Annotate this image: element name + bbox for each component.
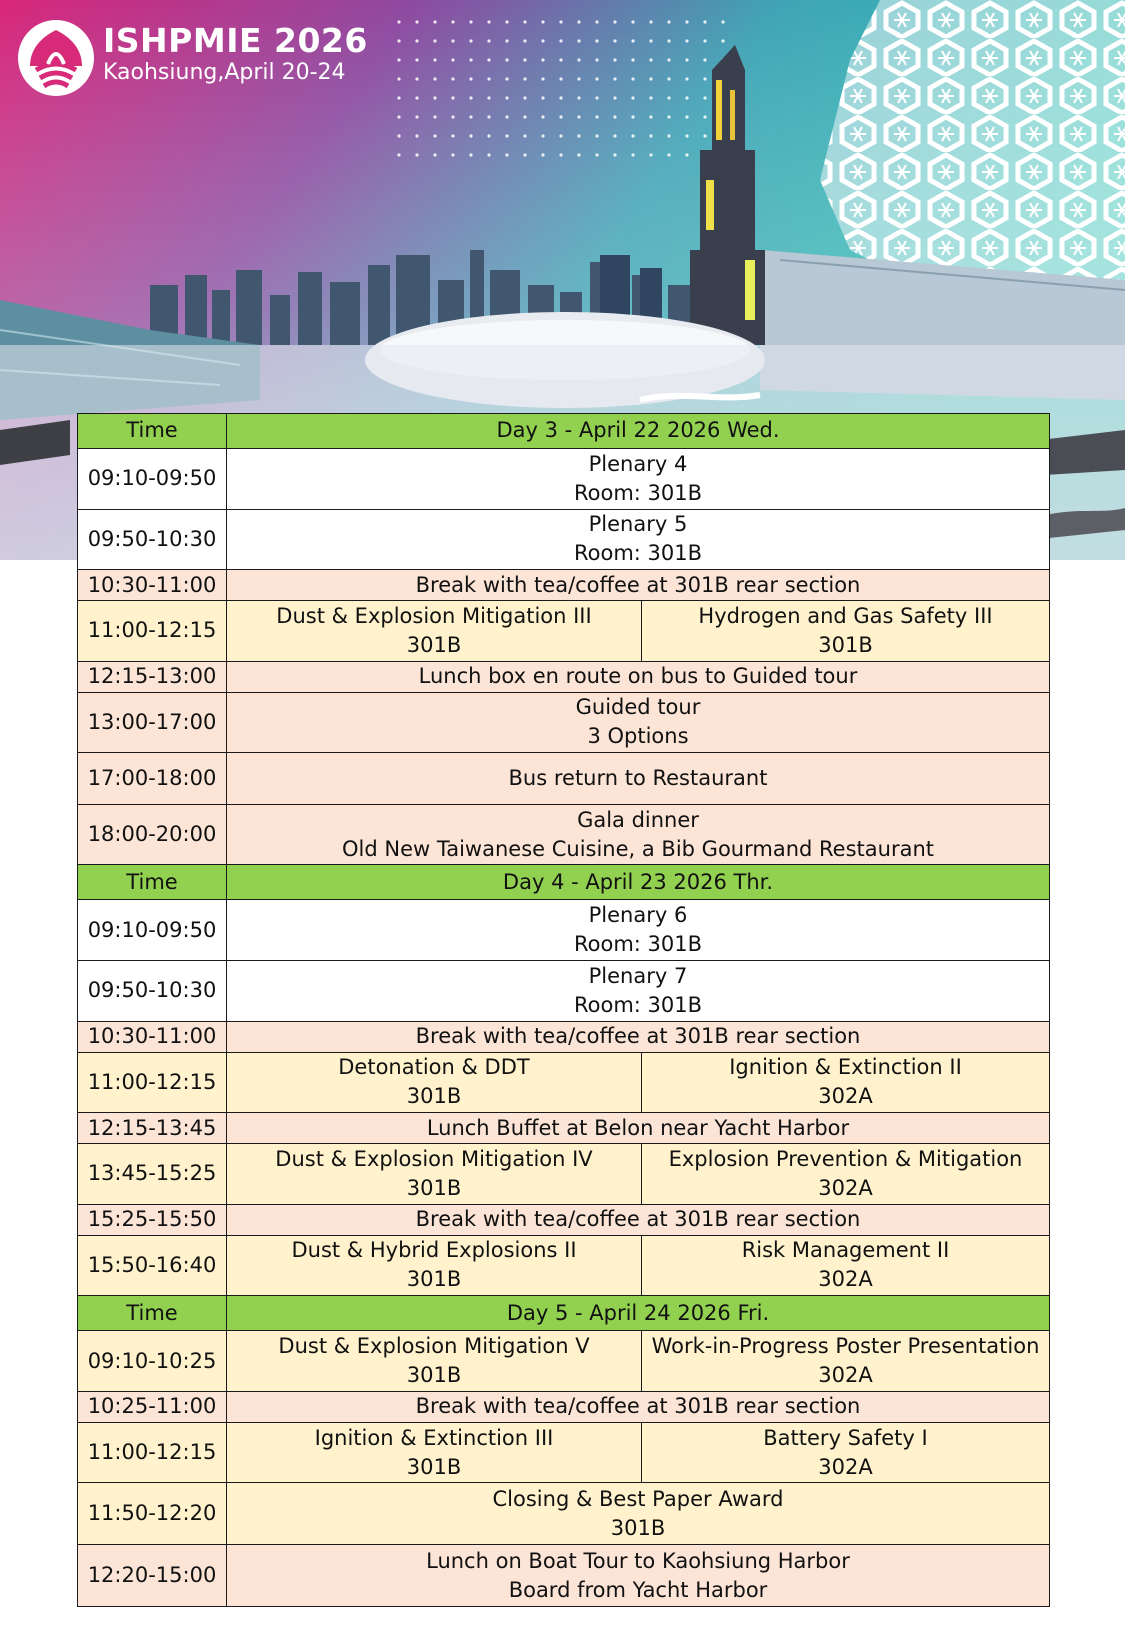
time-slot: 15:50-16:40 xyxy=(78,1235,227,1296)
session-right-line: 302A xyxy=(818,1363,873,1388)
break-event-line: 3 Options xyxy=(587,724,689,749)
schedule-row xyxy=(78,448,1050,509)
schedule-row xyxy=(78,601,1050,662)
schedule-row xyxy=(78,1483,1050,1545)
break-event-line: Break with tea/coffee at 301B rear section xyxy=(415,1394,861,1419)
plenary-session-line: Room: 301B xyxy=(573,992,703,1017)
time-slot: 12:20-15:00 xyxy=(78,1545,227,1607)
break-event-line: Break with tea/coffee at 301B rear section xyxy=(415,572,861,597)
schedule-row xyxy=(78,1391,1050,1422)
break-event-line: Break with tea/coffee at 301B rear section xyxy=(415,1024,861,1049)
session-left-line: 301B xyxy=(406,1267,462,1292)
time-slot: 10:30-11:00 xyxy=(78,570,227,601)
session-right-line: 302A xyxy=(818,1267,873,1292)
session-right xyxy=(642,1052,1050,1113)
break-event-line: Lunch on Boat Tour to Kaohsiung Harbor xyxy=(426,1548,850,1573)
session-left-line: 301B xyxy=(406,1363,462,1388)
plenary-session-line: Room: 301B xyxy=(573,932,703,957)
schedule-row xyxy=(78,1422,1050,1483)
schedule-row xyxy=(78,753,1050,804)
time-slot: 11:00-12:15 xyxy=(78,1422,227,1483)
plenary-session xyxy=(227,900,1050,961)
break-event-line: Gala dinner xyxy=(577,807,699,832)
session-right-line: Hydrogen and Gas Safety III xyxy=(698,603,993,628)
break-event-line: Board from Yacht Harbor xyxy=(508,1577,768,1602)
break-event-line: Break with tea/coffee at 301B rear section xyxy=(415,1207,861,1232)
plenary-session xyxy=(227,509,1050,570)
session-full-line: 301B xyxy=(610,1515,666,1540)
plenary-session-line: Plenary 5 xyxy=(588,512,688,537)
session-left-line: 301B xyxy=(406,1084,462,1109)
break-event-line: Bus return to Restaurant xyxy=(508,766,768,791)
session-right-line: 302A xyxy=(818,1454,873,1479)
break-event xyxy=(227,753,1050,804)
schedule-row xyxy=(78,661,1050,692)
time-slot: 18:00-20:00 xyxy=(78,804,227,865)
schedule-body xyxy=(78,414,1050,1607)
ishpmie-logo-icon xyxy=(16,18,96,98)
plenary-session-line: Room: 301B xyxy=(573,541,703,566)
session-left-line: 301B xyxy=(406,1454,462,1479)
time-slot: 09:50-10:30 xyxy=(78,961,227,1022)
session-left xyxy=(227,601,642,662)
session-left xyxy=(227,1235,642,1296)
break-event xyxy=(227,1113,1050,1144)
time-slot: 13:45-15:25 xyxy=(78,1144,227,1205)
plenary-session xyxy=(227,961,1050,1022)
session-left xyxy=(227,1331,642,1392)
session-right-line: 302A xyxy=(818,1175,873,1200)
session-left-line: Ignition & Extinction III xyxy=(314,1425,554,1450)
time-slot: 12:15-13:00 xyxy=(78,661,227,692)
event-subtitle: Kaohsiung,April 20-24 xyxy=(103,60,346,85)
break-event-line: Guided tour xyxy=(575,695,701,720)
session-full xyxy=(227,1483,1050,1545)
break-event xyxy=(227,570,1050,601)
schedule-row xyxy=(78,1235,1050,1296)
day-header-row xyxy=(78,414,1050,449)
session-left-line: Dust & Explosion Mitigation V xyxy=(278,1334,590,1359)
time-slot: 15:25-15:50 xyxy=(78,1204,227,1235)
schedule-row xyxy=(78,1331,1050,1392)
time-slot: 09:10-09:50 xyxy=(78,900,227,961)
break-event xyxy=(227,804,1050,865)
session-left-line: Detonation & DDT xyxy=(338,1055,530,1080)
session-left-line: Dust & Explosion Mitigation III xyxy=(276,603,592,628)
break-event xyxy=(227,1204,1050,1235)
session-right xyxy=(642,601,1050,662)
session-right xyxy=(642,1331,1050,1392)
day-title: Day 3 - April 22 2026 Wed. xyxy=(227,414,1050,449)
schedule-table xyxy=(77,413,1050,1607)
session-left xyxy=(227,1422,642,1483)
session-right-line: Battery Safety I xyxy=(763,1425,928,1450)
event-title: ISHPMIE 2026 xyxy=(103,21,368,60)
time-slot: 09:10-09:50 xyxy=(78,448,227,509)
session-right-line: 301B xyxy=(818,632,873,657)
time-slot: 09:50-10:30 xyxy=(78,509,227,570)
time-slot: 11:50-12:20 xyxy=(78,1483,227,1545)
day-header-row xyxy=(78,1296,1050,1331)
time-slot: 12:15-13:45 xyxy=(78,1113,227,1144)
break-event xyxy=(227,692,1050,753)
break-event xyxy=(227,1391,1050,1422)
plenary-session-line: Plenary 6 xyxy=(588,903,688,928)
schedule-row xyxy=(78,1052,1050,1113)
schedule-row xyxy=(78,692,1050,753)
session-right-line: Explosion Prevention & Mitigation xyxy=(668,1146,1023,1171)
session-left-line: 301B xyxy=(406,632,462,657)
break-event xyxy=(227,1021,1050,1052)
time-column-header: Time xyxy=(78,865,227,900)
session-left-line: 301B xyxy=(406,1175,462,1200)
time-slot: 13:00-17:00 xyxy=(78,692,227,753)
plenary-session-line: Plenary 7 xyxy=(588,963,688,988)
time-slot: 17:00-18:00 xyxy=(78,753,227,804)
schedule-row xyxy=(78,1021,1050,1052)
time-column-header: Time xyxy=(78,1296,227,1331)
schedule-row xyxy=(78,1113,1050,1144)
time-slot: 09:10-10:25 xyxy=(78,1331,227,1392)
break-event xyxy=(227,1545,1050,1607)
session-right-line: 302A xyxy=(818,1084,873,1109)
session-left xyxy=(227,1144,642,1205)
plenary-session-line: Room: 301B xyxy=(573,480,703,505)
event-brand xyxy=(103,22,368,86)
schedule-row xyxy=(78,570,1050,601)
time-slot: 10:30-11:00 xyxy=(78,1021,227,1052)
time-slot: 11:00-12:15 xyxy=(78,1052,227,1113)
session-right-line: Risk Management II xyxy=(741,1238,950,1263)
day-title: Day 4 - April 23 2026 Thr. xyxy=(227,865,1050,900)
schedule-row xyxy=(78,961,1050,1022)
session-full-line: Closing & Best Paper Award xyxy=(492,1486,784,1511)
schedule-row xyxy=(78,509,1050,570)
session-right xyxy=(642,1235,1050,1296)
time-column-header: Time xyxy=(78,414,227,449)
schedule-row xyxy=(78,1545,1050,1607)
session-left xyxy=(227,1052,642,1113)
break-event xyxy=(227,661,1050,692)
session-right-line: Work-in-Progress Poster Presentation xyxy=(651,1334,1040,1359)
schedule-row xyxy=(78,804,1050,865)
break-event-line: Lunch box en route on bus to Guided tour xyxy=(418,664,858,689)
day-header-row xyxy=(78,865,1050,900)
session-left-line: Dust & Explosion Mitigation IV xyxy=(275,1146,593,1171)
session-right-line: Ignition & Extinction II xyxy=(729,1055,962,1080)
time-slot: 10:25-11:00 xyxy=(78,1391,227,1422)
plenary-session xyxy=(227,448,1050,509)
session-right xyxy=(642,1422,1050,1483)
time-slot: 11:00-12:15 xyxy=(78,601,227,662)
day-title: Day 5 - April 24 2026 Fri. xyxy=(227,1296,1050,1331)
break-event-line: Old New Taiwanese Cuisine, a Bib Gourmand Restaurant xyxy=(342,836,934,861)
plenary-session-line: Plenary 4 xyxy=(588,451,688,476)
schedule-row xyxy=(78,1144,1050,1205)
session-right xyxy=(642,1144,1050,1205)
schedule-row xyxy=(78,900,1050,961)
break-event-line: Lunch Buffet at Belon near Yacht Harbor xyxy=(426,1115,850,1140)
session-left-line: Dust & Hybrid Explosions II xyxy=(291,1238,577,1263)
schedule-row xyxy=(78,1204,1050,1235)
